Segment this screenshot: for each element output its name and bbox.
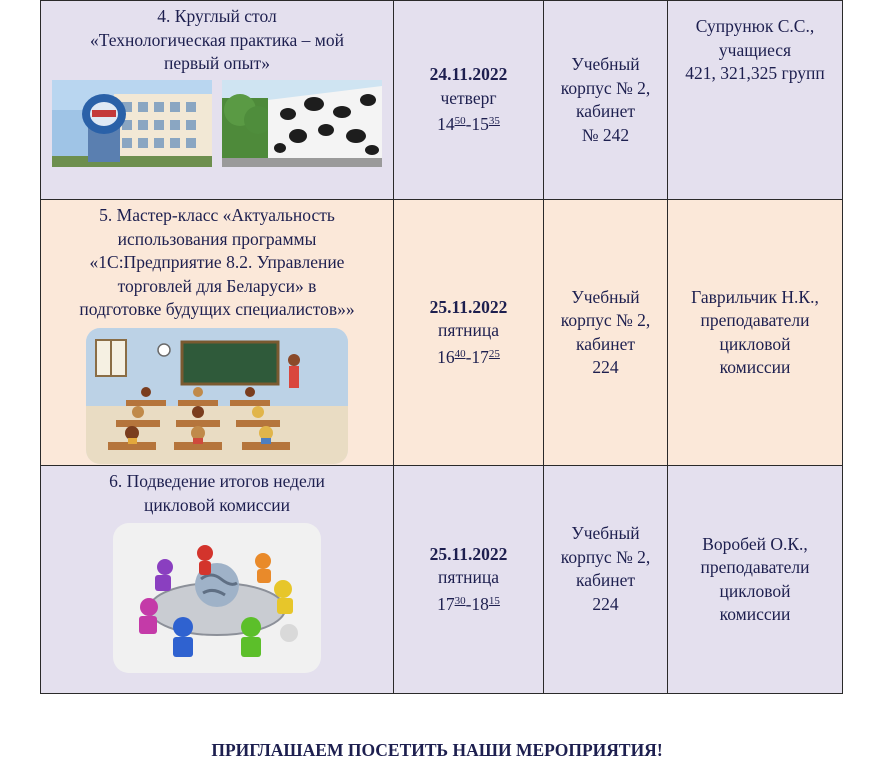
event-title-line: «1С:Предприятие 8.2. Управление	[89, 252, 345, 272]
factory-building-photo	[222, 80, 382, 167]
table-row	[41, 466, 843, 694]
responsible-cell	[668, 200, 843, 466]
event-date: 25.11.2022	[429, 543, 508, 564]
event-weekday: четверг	[440, 87, 497, 108]
event-cell	[41, 466, 394, 694]
event-title	[41, 204, 393, 322]
event-place: Учебный корпус № 2, кабинет № 242	[560, 54, 651, 145]
round-table-globe-illustration	[113, 523, 321, 673]
event-weekday: пятница	[438, 320, 499, 341]
event-date: 24.11.2022	[429, 64, 508, 85]
event-cell	[41, 200, 394, 466]
event-responsible: Воробей О.К., преподаватели цикловой комиссии	[700, 533, 810, 624]
event-title-line: 6. Подведение итогов недели	[109, 471, 325, 491]
responsible-cell	[668, 1, 843, 200]
event-title	[41, 5, 393, 76]
classroom-illustration	[86, 328, 348, 464]
factory-building-photo	[52, 80, 212, 167]
date-cell	[394, 200, 544, 466]
event-title-line: первый опыт»	[164, 53, 270, 73]
event-time: $14^{50}-15^{35}$	[437, 114, 500, 135]
event-title-line: 4. Круглый стол	[157, 6, 277, 26]
table-row	[41, 200, 843, 466]
event-responsible: Гаврильчик Н.К., преподаватели цикловой комиссии	[691, 286, 819, 377]
event-time: $17^{30}-18^{15}$	[437, 593, 500, 614]
event-title-line: «Технологическая практика – мой	[89, 29, 345, 50]
event-responsible: Супрунюк С.С., учащиеся 421, 321,325 групп	[685, 16, 825, 83]
invitation-footer: ПРИГЛАШАЕМ ПОСЕТИТЬ НАШИ МЕРОПРИЯТИЯ!	[211, 740, 663, 760]
events-table	[40, 0, 843, 694]
responsible-cell	[668, 466, 843, 694]
event-cell	[41, 1, 394, 200]
event-weekday: пятница	[438, 567, 499, 588]
event-title	[41, 470, 393, 517]
event-date: 25.11.2022	[429, 296, 508, 317]
place-cell	[544, 466, 668, 694]
event-title-line: 5. Мастер-класс «Актуальность	[99, 205, 335, 225]
date-cell	[394, 1, 544, 200]
event-title-line: подготовке будущих специалистов»»	[79, 299, 355, 319]
table-row	[41, 1, 843, 200]
place-cell	[544, 1, 668, 200]
event-title-line: использования программы	[117, 228, 317, 249]
event-title-line: торговлей для Беларуси» в	[117, 275, 317, 296]
event-place: Учебный корпус № 2, кабинет 224	[560, 523, 651, 614]
event-title-line: цикловой комиссии	[143, 494, 291, 515]
date-cell	[394, 466, 544, 694]
event-place: Учебный корпус № 2, кабинет 224	[560, 286, 651, 377]
event-time: $16^{40}-17^{25}$	[437, 346, 500, 367]
place-cell	[544, 200, 668, 466]
